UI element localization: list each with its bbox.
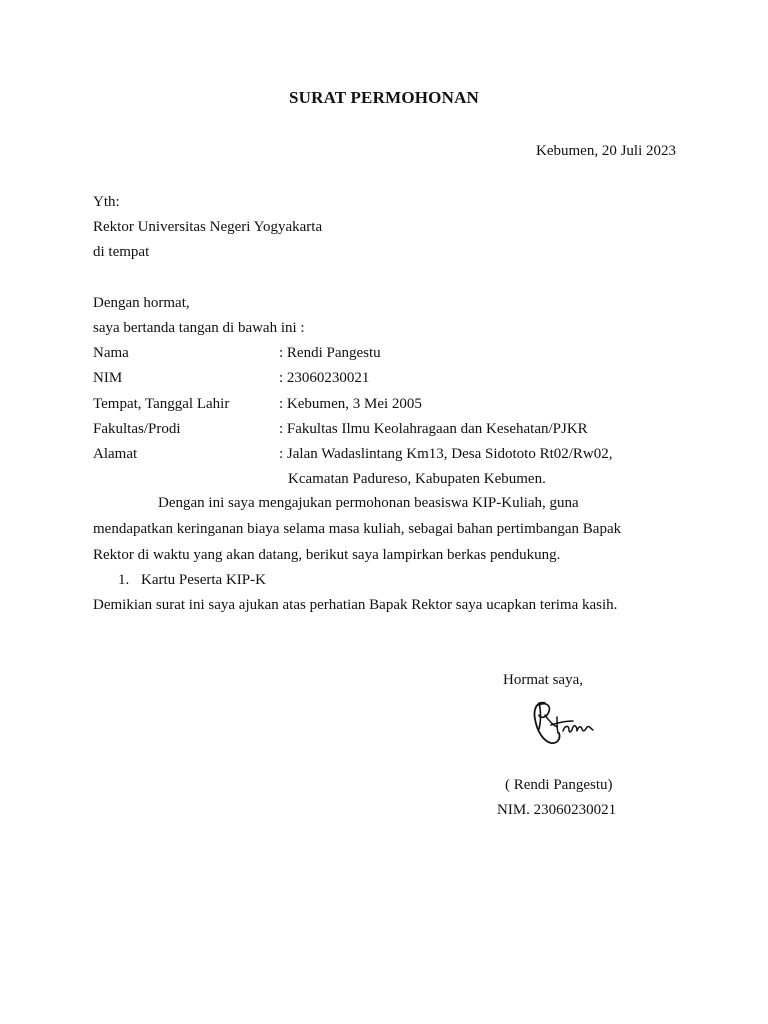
recipient-salutation: Yth:: [93, 194, 120, 210]
recipient-location: di tempat: [93, 244, 150, 260]
attachment-text: Kartu Peserta KIP-K: [141, 572, 266, 588]
identity-label-nim: NIM: [93, 370, 123, 386]
regards-text: Hormat saya,: [503, 672, 583, 688]
identity-label-name: Nama: [93, 345, 129, 361]
identity-value-address: : Jalan Wadaslintang Km13, Desa Sidototo Rt02/Rw02,: [279, 446, 613, 462]
letter-title: SURAT PERMOHONAN: [288, 88, 480, 107]
identity-label-faculty: Fakultas/Prodi: [93, 421, 181, 437]
signatory-nim: NIM. 23060230021: [497, 802, 617, 818]
recipient-name: Rektor Universitas Negeri Yogyakarta: [93, 219, 323, 235]
identity-value-faculty: : Fakultas Ilmu Keolahragaan dan Kesehatan/PJKR: [279, 421, 588, 437]
body-line-1: Dengan ini saya mengajukan permohonan beasiswa KIP-Kuliah, guna: [158, 495, 579, 511]
identity-value-address-cont: Kcamatan Padureso, Kabupaten Kebumen.: [288, 471, 546, 487]
greeting: Dengan hormat,: [93, 295, 190, 311]
closing-line: Demikian surat ini saya ajukan atas perhatian Bapak Rektor saya ucapkan terima kasih.: [93, 597, 618, 613]
identity-value-name: : Rendi Pangestu: [279, 345, 381, 361]
attachment-number: 1.: [118, 572, 130, 588]
identity-value-nim: : 23060230021: [279, 370, 370, 386]
identity-value-birth: : Kebumen, 3 Mei 2005: [279, 396, 422, 412]
intro-line: saya bertanda tangan di bawah ini :: [93, 320, 305, 336]
identity-label-birth: Tempat, Tanggal Lahir: [93, 396, 230, 412]
body-line-3: Rektor di waktu yang akan datang, berikut saya lampirkan berkas pendukung.: [93, 547, 561, 563]
identity-label-address: Alamat: [93, 446, 138, 462]
handwritten-signature: [527, 697, 599, 749]
signatory-name: ( Rendi Pangestu): [505, 777, 613, 793]
place-date: Kebumen, 20 Juli 2023: [536, 143, 676, 159]
body-line-2: mendapatkan keringanan biaya selama masa kuliah, sebagai bahan pertimbangan Bapak: [93, 521, 622, 537]
